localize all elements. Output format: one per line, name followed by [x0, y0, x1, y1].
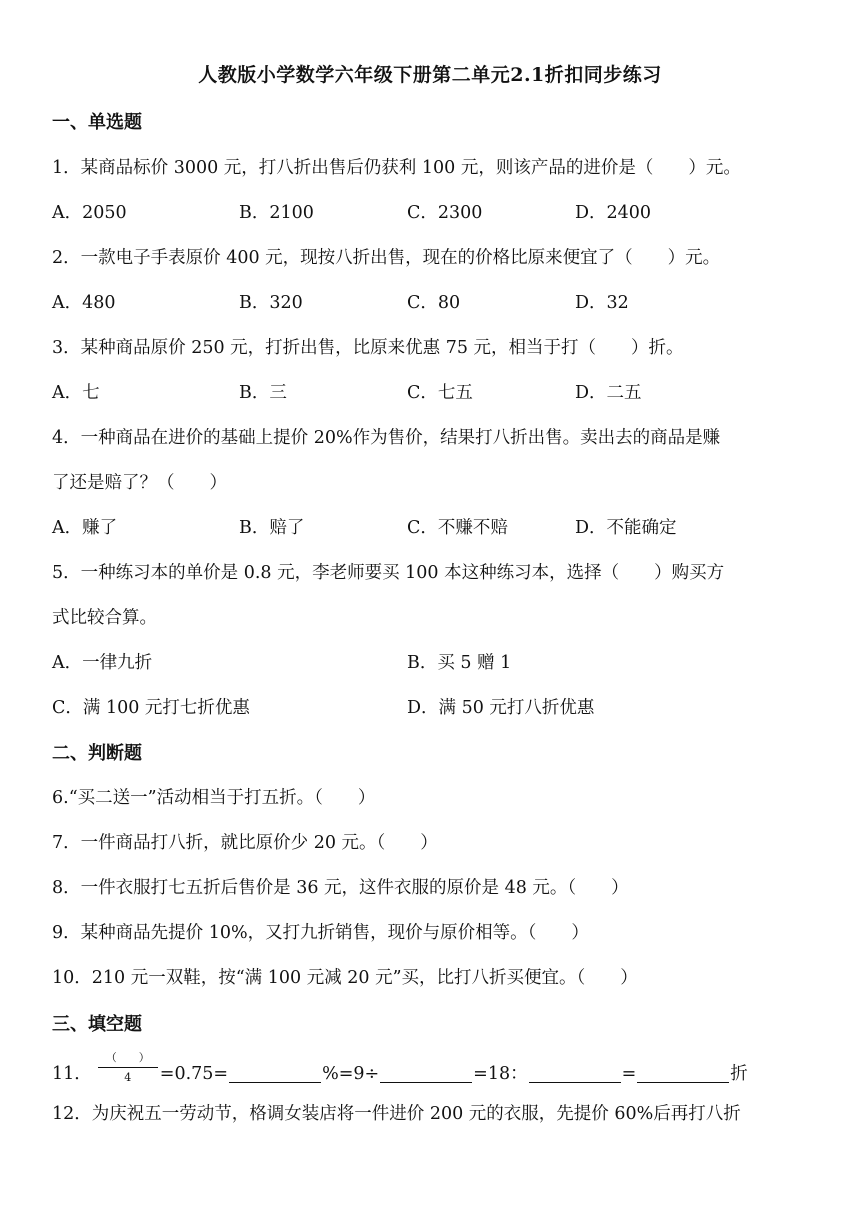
question-5-option-c[interactable]: C．满 100 元打七折优惠 — [52, 698, 250, 718]
question-12-stem-line-1: 12．为庆祝五一劳动节，格调女装店将一件进价 200 元的衣服，先提价 60%后再打八折 — [52, 1104, 741, 1124]
question-11 — [52, 1051, 748, 1089]
question-1-options — [52, 199, 812, 225]
question-11-fraction — [98, 1051, 158, 1089]
question-4-stem-line-2: 了还是赔了？（ ） — [52, 473, 227, 493]
question-1-option-b[interactable]: B．2100 — [239, 203, 314, 223]
question-10: 10．210 元一双鞋，按“满 100 元减 20 元”买，比打八折买便宜。（ ） — [52, 968, 638, 988]
question-4-option-d[interactable]: D．不能确定 — [575, 518, 677, 538]
section-heading-single-choice: 一、单选题 — [52, 112, 142, 133]
section-heading-fill-blank: 三、填空题 — [52, 1014, 142, 1035]
question-1-option-c[interactable]: C．2300 — [407, 203, 483, 223]
question-4-option-c[interactable]: C．不赚不赔 — [407, 518, 508, 538]
question-2-option-b[interactable]: B．320 — [239, 293, 303, 313]
fraction-bar — [98, 1067, 158, 1068]
question-2-option-d[interactable]: D．32 — [575, 293, 629, 313]
section-heading-true-false: 二、判断题 — [52, 743, 142, 764]
question-3-stem: 3．某种商品原价 250 元，打折出售，比原来优惠 75 元，相当于打（ ）折。 — [52, 338, 684, 358]
question-5-stem-line-2: 式比较合算。 — [52, 608, 157, 628]
question-5-options-row-2 — [52, 694, 812, 720]
answer-blank-1[interactable] — [229, 1064, 321, 1083]
question-2-options — [52, 289, 812, 315]
question-4-option-a[interactable]: A．赚了 — [52, 518, 118, 538]
question-7: 7．一件商品打八折，就比原价少 20 元。（ ） — [52, 833, 438, 853]
question-3-option-d[interactable]: D．二五 — [575, 383, 642, 403]
answer-blank-4[interactable] — [637, 1064, 729, 1083]
question-11-text-3: =18： — [473, 1064, 528, 1084]
question-1-option-d[interactable]: D．2400 — [575, 203, 652, 223]
question-3-option-a[interactable]: A．七 — [52, 383, 100, 403]
question-2-stem: 2．一款电子手表原价 400 元，现按八折出售，现在的价格比原来便宜了（ ）元。 — [52, 248, 721, 268]
question-2-option-c[interactable]: C．80 — [407, 293, 461, 313]
question-5-options-row-1 — [52, 649, 812, 675]
question-5-option-d[interactable]: D．满 50 元打八折优惠 — [407, 698, 595, 718]
question-5-option-a[interactable]: A．一律九折 — [52, 653, 153, 673]
fraction-denominator: 4 — [124, 1071, 132, 1084]
question-3-option-c[interactable]: C．七五 — [407, 383, 473, 403]
question-8: 8．一件衣服打七五折后售价是 36 元，这件衣服的原价是 48 元。（ ） — [52, 878, 629, 898]
question-1-option-a[interactable]: A．2050 — [52, 203, 127, 223]
question-6: 6.“买二送一”活动相当于打五折。（ ） — [52, 788, 376, 808]
question-3-options — [52, 379, 812, 405]
question-4-options — [52, 514, 812, 540]
answer-blank-2[interactable] — [380, 1064, 472, 1083]
question-5-option-b[interactable]: B．买 5 赠 1 — [407, 653, 512, 673]
answer-blank-3[interactable] — [529, 1064, 621, 1083]
question-11-text-4: = — [621, 1064, 637, 1084]
question-9: 9．某种商品先提价 10%，又打九折销售，现价与原价相等。（ ） — [52, 923, 589, 943]
question-3-option-b[interactable]: B．三 — [239, 383, 287, 403]
question-5-stem-line-1: 5．一种练习本的单价是 0.8 元，李老师要买 100 本这种练习本，选择（ ）购买方 — [52, 563, 725, 583]
question-4-stem-line-1: 4．一种商品在进价的基础上提价 20%作为售价，结果打八折出售。卖出去的商品是赚 — [52, 428, 721, 448]
question-11-text-1: =0.75= — [159, 1064, 229, 1084]
question-4-option-b[interactable]: B．赔了 — [239, 518, 305, 538]
question-2-option-a[interactable]: A．480 — [52, 293, 116, 313]
page-title: 人教版小学数学六年级下册第二单元2.1折扣同步练习 — [198, 64, 662, 86]
question-11-text-2: %=9÷ — [322, 1064, 380, 1084]
question-11-text-5: 折 — [730, 1064, 748, 1084]
question-11-number: 11． — [52, 1064, 92, 1084]
fraction-numerator[interactable]: （ ） — [105, 1051, 150, 1064]
question-1-stem: 1．某商品标价 3000 元，打八折出售后仍获利 100 元，则该产品的进价是（ ）元。 — [52, 158, 741, 178]
